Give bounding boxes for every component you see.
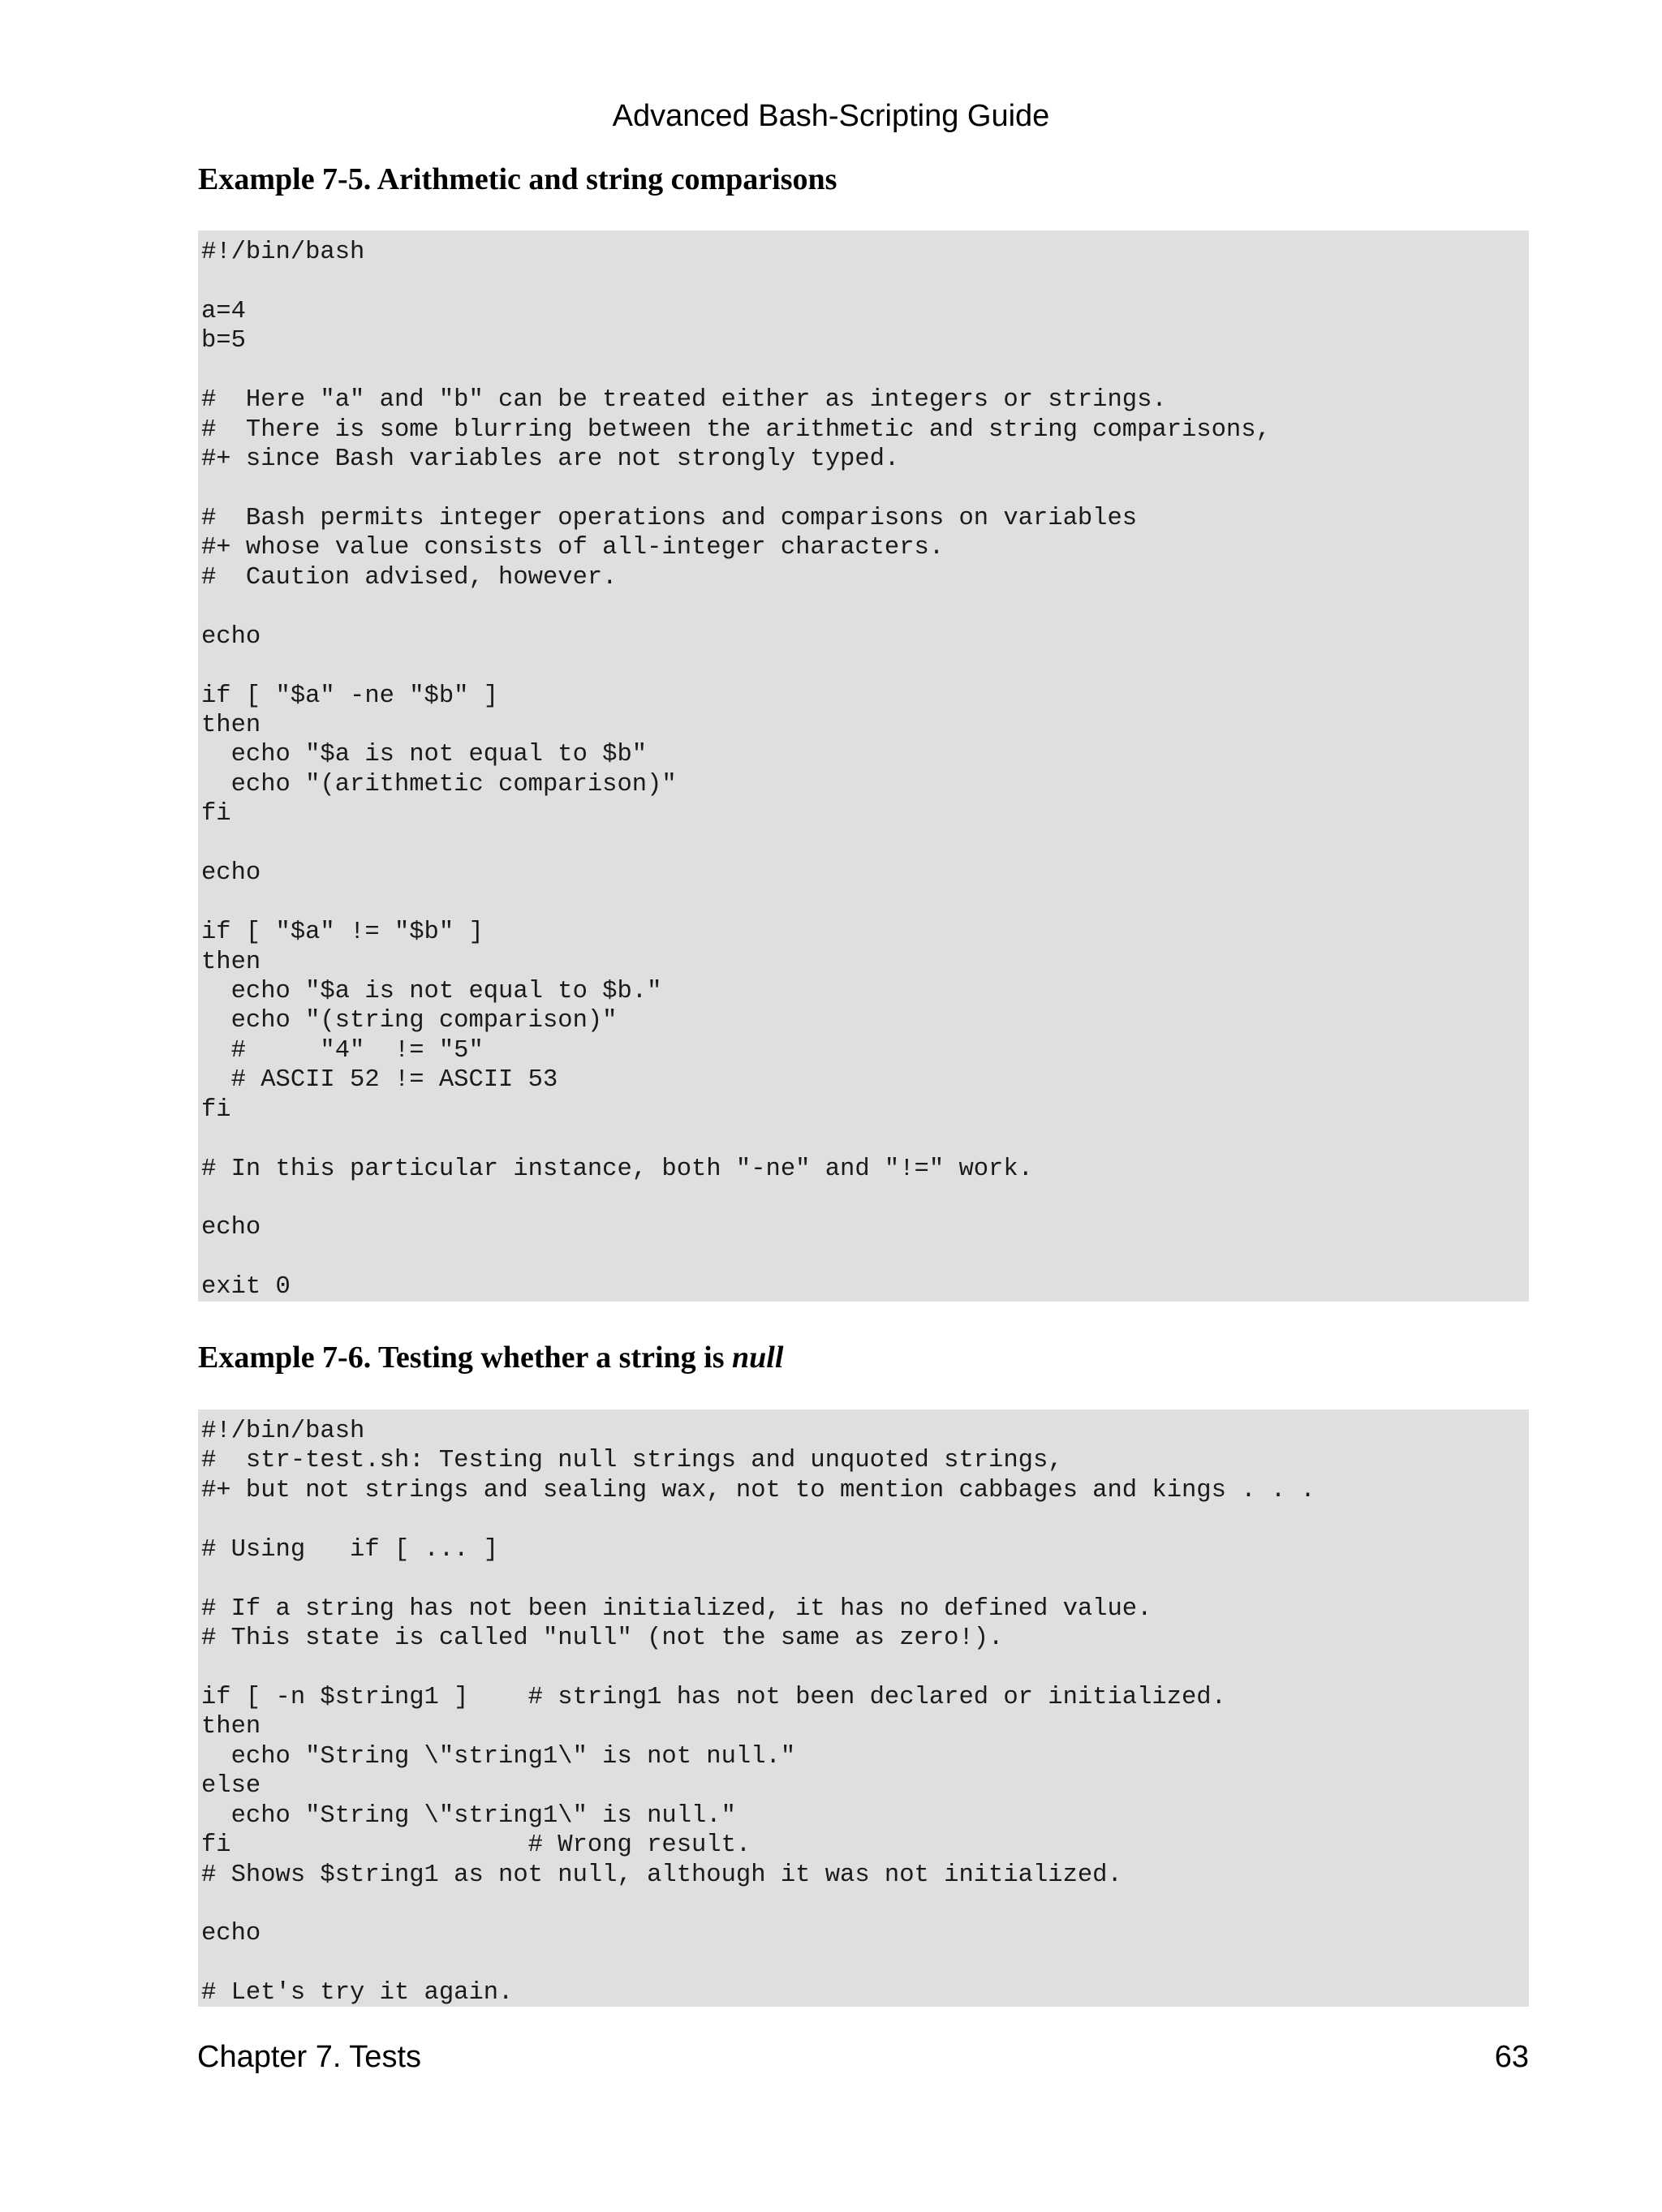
code-line: # There is some blurring between the arithmetic and string comparisons, (201, 415, 1271, 444)
code-block-example-7-6 (198, 1409, 1529, 2007)
code-line: then (201, 712, 261, 739)
code-line: fi # Wrong result. (201, 1831, 751, 1860)
code-line (201, 1125, 1529, 1154)
code-line: #!/bin/bash (201, 1418, 365, 1445)
code-line: echo "(arithmetic comparison)" (201, 770, 677, 798)
code-line (201, 829, 1529, 859)
code-line: #!/bin/bash (201, 239, 365, 266)
code-line: if [ -n $string1 ] # string1 has not been declared or initialized. (201, 1683, 1226, 1711)
code-line: # If a string has not been initialized, it has no defined value. (201, 1594, 1152, 1623)
code-line: # In this particular instance, both "-ne" and "!=" work. (201, 1155, 1033, 1183)
code-line: echo (201, 859, 261, 888)
code-line: # Bash permits integer operations and comparisons on variables (201, 504, 1138, 532)
code-line: fi (201, 800, 231, 828)
code-line: a=4 (201, 297, 246, 325)
code-line: exit 0 (201, 1273, 291, 1302)
example-title-7-6 (198, 1339, 783, 1376)
code-line: # Let's try it again. (201, 1979, 514, 2007)
code-line (201, 1890, 1529, 1919)
code-line (201, 1184, 1529, 1213)
footer-page-number: 63 (1494, 2040, 1529, 2074)
code-line (201, 1654, 1529, 1683)
code-line: then (201, 948, 261, 976)
code-line: then (201, 1713, 261, 1741)
code-line: # str-test.sh: Testing null strings and unquoted strings, (201, 1447, 1063, 1475)
code-line (201, 267, 1529, 296)
footer-chapter-title: Chapter 7. Tests (197, 2040, 422, 2074)
code-line: if [ "$a" != "$b" ] (201, 919, 484, 947)
code-line: echo "String \"string1\" is not null." (201, 1742, 796, 1771)
code-line (201, 475, 1529, 504)
code-line (201, 1949, 1529, 1978)
code-line: echo "$a is not equal to $b." (201, 977, 662, 1005)
code-line: # ASCII 52 != ASCII 53 (201, 1066, 558, 1095)
example-title-7-6-text: Example 7-6. Testing whether a string is (198, 1341, 733, 1375)
code-line: if [ "$a" -ne "$b" ] (201, 682, 499, 710)
code-line (201, 356, 1529, 385)
code-line: # Caution advised, however. (201, 563, 618, 592)
code-line (201, 889, 1529, 918)
code-line: # Shows $string1 as not null, although it was not initialized. (201, 1861, 1122, 1889)
code-line: echo "$a is not equal to $b" (201, 741, 648, 769)
code-line: echo "String \"string1\" is null." (201, 1801, 736, 1830)
code-line: b=5 (201, 327, 246, 355)
example-title-7-6-emphasis: null (732, 1341, 784, 1375)
code-block-example-7-5 (198, 230, 1529, 1302)
example-title-7-5: Example 7-5. Arithmetic and string comparisons (198, 162, 837, 196)
code-line (201, 1564, 1529, 1594)
code-line: # "4" != "5" (201, 1036, 484, 1065)
code-line: # Here "a" and "b" can be treated either as integers or strings. (201, 386, 1167, 415)
code-line: #+ since Bash variables are not strongly typed. (201, 445, 900, 474)
code-line (201, 652, 1529, 681)
code-line (201, 1243, 1529, 1272)
code-line (201, 592, 1529, 622)
code-line (201, 1505, 1529, 1534)
code-line: echo (201, 622, 261, 651)
code-line: echo (201, 1214, 261, 1242)
code-line: # This state is called "null" (not the same as zero!). (201, 1625, 1004, 1653)
code-line: else (201, 1772, 261, 1801)
code-line: echo (201, 1920, 261, 1948)
page-header: Advanced Bash-Scripting Guide (612, 99, 1050, 133)
code-line: # Using if [ ... ] (201, 1535, 499, 1564)
code-line: #+ but not strings and sealing wax, not to mention cabbages and kings . . . (201, 1476, 1315, 1504)
code-line: echo "(string comparison)" (201, 1007, 618, 1035)
code-line: fi (201, 1095, 231, 1124)
code-line: #+ whose value consists of all-integer characters. (201, 534, 945, 562)
